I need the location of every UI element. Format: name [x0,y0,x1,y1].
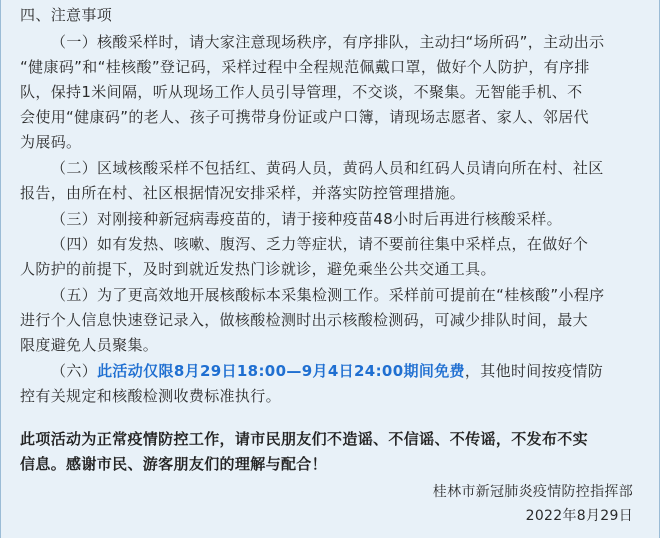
paragraph-1-line-2: “健康码”和“桂核酸”登记码，采样过程中全程规范佩戴口罩，做好个人防护，有序排 [20,58,590,76]
paragraph-3-line-1: （三）对刚接种新冠病毒疫苗的，请于接种疫苗48小时后再进行核酸采样。 [51,210,562,228]
paragraph-1-line-3: 队，保持1米间隔，听从现场工作人员引导管理，不交谈，不聚集。无智能手机、不 [20,83,583,101]
closing-line-1: 此项活动为正常疫情防控工作，请市民朋友们不造谣、不信谣、不传谣，不发布不实 [20,430,588,448]
paragraph-4-line-2: 人防护的前提下，及时到就近发热门诊就诊，避免乘坐公共交通工具。 [20,260,496,278]
free-period-highlight: 此活动仅限8月29日18:00—9月4日24:00期间免费 [97,362,465,380]
paragraph-1-line-5: 为展码。 [20,133,82,151]
paragraph-6-line-1 [51,359,603,383]
section-heading: 四、注意事项 [20,6,113,24]
paragraph-6-line-2: 控有关规定和核酸检测收费标准执行。 [20,387,281,405]
paragraph-5-line-1: （五）为了更高效地开展核酸标本采集检测工作。采样前可提前在“桂核酸”小程序 [51,286,605,304]
paragraph-6-rest: ，其他时间按疫情防 [464,362,604,380]
closing-line-2: 信息。感谢市民、游客朋友们的理解与配合！ [20,455,328,473]
paragraph-5-line-3: 限度避免人员聚集。 [20,336,159,354]
paragraph-4-line-1: （四）如有发热、咳嗽、腹泻、乏力等症状，请不要前往集中采样点，在做好个 [51,235,589,253]
paragraph-2-line-1: （二）区域核酸采样不包括红、黄码人员，黄码人员和红码人员请向所在村、社区 [51,159,604,177]
paragraph-1-line-4: 会使用“健康码”的老人、孩子可携带身份证或户口簿，请现场志愿者、家人、邻居代 [20,108,589,126]
paragraph-5-line-2: 进行个人信息快速登记录入，做核酸检测时出示核酸检测码，可减少排队时间，最大 [20,311,588,329]
signature-date: 2022年8月29日 [525,508,633,524]
paragraph-2-line-2: 报告，由所在村、社区根据情况安排采样，并落实防控管理措施。 [20,184,466,202]
paragraph-6-prefix: （六） [51,362,98,380]
signature-organization: 桂林市新冠肺炎疫情防控指挥部 [432,484,633,500]
paragraph-1-line-1: （一）核酸采样时，请大家注意现场秩序，有序排队，主动扫“场所码”，主动出示 [51,33,605,51]
